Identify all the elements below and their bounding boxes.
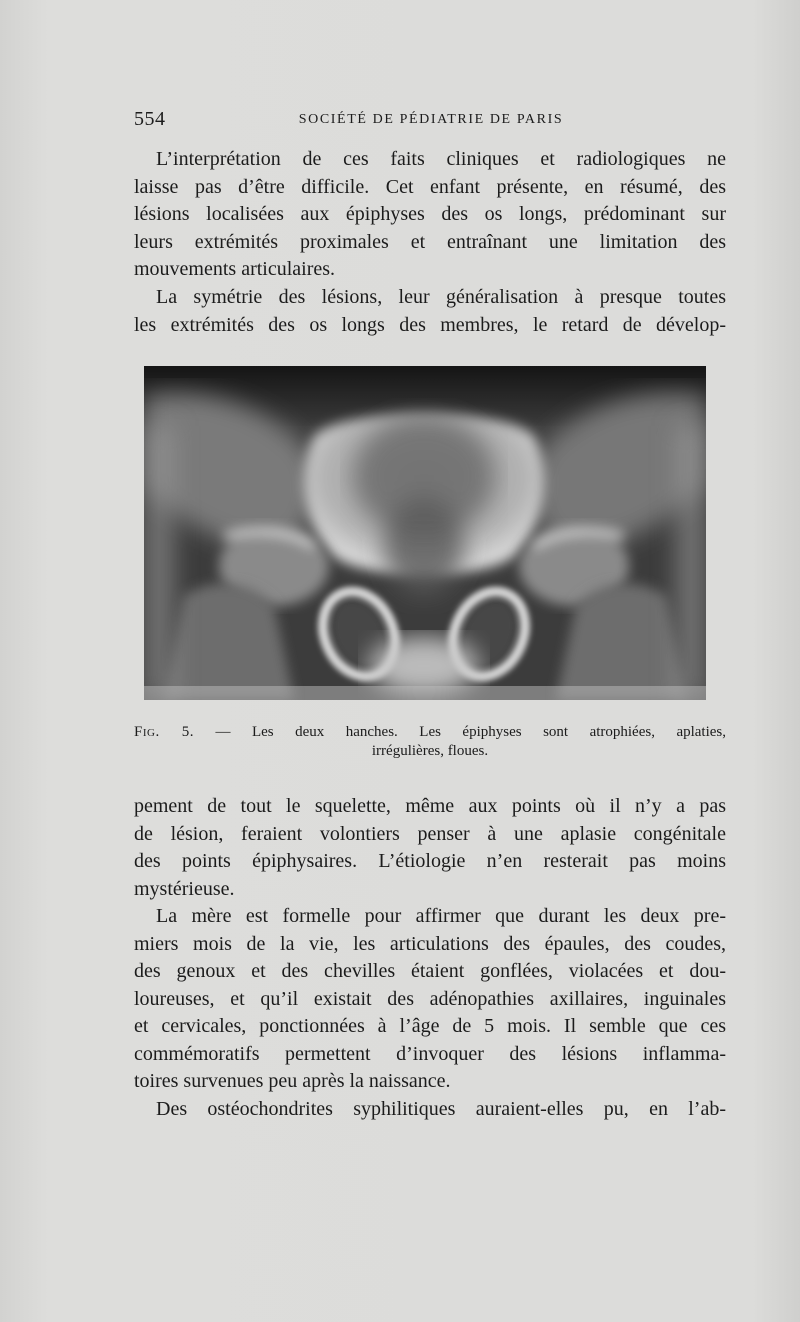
paragraph-osteochondrites <box>134 1096 726 1124</box>
text-line: mystérieuse. <box>134 877 235 900</box>
text-line: toires survenues peu après la naissance. <box>134 1070 451 1092</box>
text-line: commémoratifs permettent d’invoquer des lésions inflamma- <box>134 1042 726 1065</box>
text-line: les extrémités des os longs des membres, le retard de dévelop- <box>134 313 726 336</box>
text-line: pement de tout le squelette, même aux points où il n’y a pas <box>134 795 726 817</box>
figure-label: Fig. 5. <box>134 724 194 740</box>
text-line: de lésion, feraient volontiers penser à une aplasie congénitale <box>134 822 726 845</box>
caption-line <box>134 723 726 742</box>
figure-caption <box>134 723 726 761</box>
paragraph-symetrie <box>134 284 726 339</box>
radiograph-figure <box>144 366 706 700</box>
running-head: SOCIÉTÉ DE PÉDIATRIE DE PARIS <box>298 112 564 127</box>
text-line: mouvements articulaires. <box>134 258 336 280</box>
text-line: loureuses, et qu’il existait des adénopathies axillaires, inguinales <box>134 987 726 1010</box>
text-line: des points épiphysaires. L’étiologie n’en resterait pas moins <box>134 850 726 872</box>
text-line: La symétrie des lésions, leur généralisation à presque toutes <box>156 286 726 308</box>
text-line: L’interprétation de ces faits cliniques et radiologiques ne <box>156 148 726 170</box>
page-number: 554 <box>134 108 166 130</box>
page-header <box>134 108 728 132</box>
paragraph-mere <box>134 903 726 1096</box>
text-line: des genoux et des chevilles étaient gonflées, violacées et dou- <box>134 960 726 982</box>
hip-radiograph-image <box>144 366 706 700</box>
text-line: laisse pas d’être difficile. Cet enfant présente, en résumé, des <box>134 175 726 198</box>
text-line: Des ostéochondrites syphilitiques auraient-elles pu, en l’ab- <box>156 1098 726 1120</box>
text-line: lésions localisées aux épiphyses des os longs, prédominant sur <box>134 203 726 225</box>
text-line: miers mois de la vie, les articulations des épaules, des coudes, <box>134 932 726 955</box>
text-line: et cervicales, ponctionnées à l’âge de 5 mois. Il semble que ces <box>134 1015 726 1037</box>
caption-line: irrégulières, floues. <box>371 743 489 759</box>
caption-text: — Les deux hanches. Les épiphyses sont atrophiées, aplaties, <box>215 724 727 740</box>
text-line: La mère est formelle pour affirmer que durant les deux pre- <box>156 905 726 927</box>
paragraph-interpretation <box>134 146 726 284</box>
text-line: leurs extrémités proximales et entraînant une limitation des <box>134 230 726 253</box>
paragraph-developpement <box>134 793 726 903</box>
